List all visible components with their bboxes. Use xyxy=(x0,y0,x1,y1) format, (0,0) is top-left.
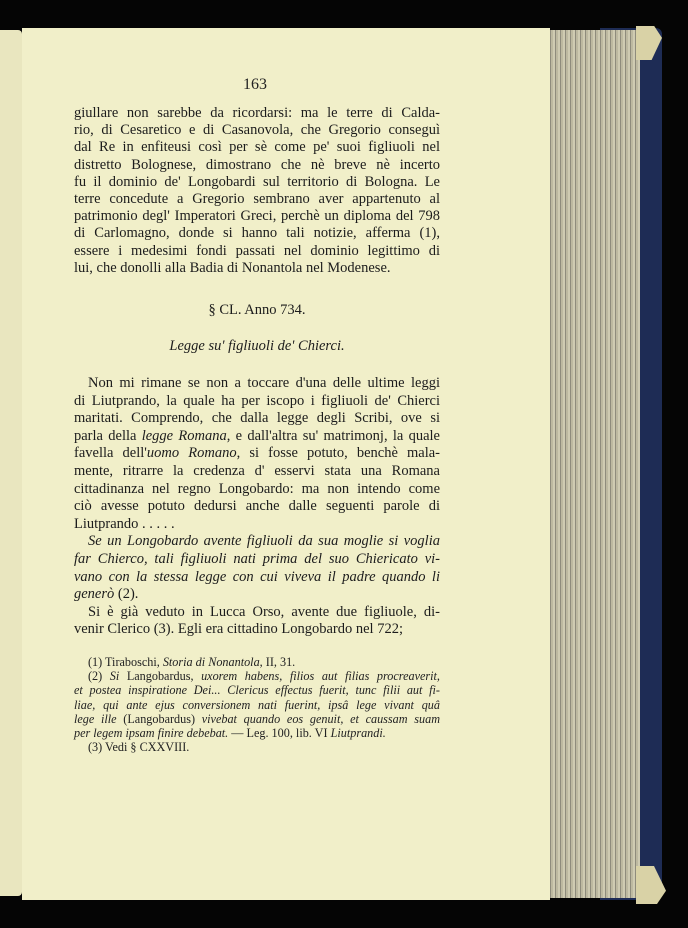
text-line xyxy=(88,656,440,669)
text-line xyxy=(74,410,440,426)
text: favella dell' xyxy=(74,445,147,462)
text: rio, di Cesaretico e di Casanovola, che Gregorio conseguì xyxy=(74,122,440,139)
text-line xyxy=(74,225,440,241)
text-line xyxy=(74,122,440,138)
text: di Carlomagno, donde si hanno tali notizie, afferma (1), xyxy=(74,225,440,242)
text-line xyxy=(74,586,440,602)
text-line xyxy=(74,463,440,479)
page-edges xyxy=(548,30,640,898)
text-line xyxy=(88,741,440,754)
text: di Liutprando, la quale ha per iscopo i figliuoli de' Chierci xyxy=(74,392,440,409)
italic-text: Storia di Nonantola, xyxy=(162,655,263,669)
text-line xyxy=(88,533,440,549)
text-line xyxy=(88,670,440,683)
text-line xyxy=(74,243,440,259)
section-heading: § CL. Anno 734. xyxy=(208,302,306,318)
text: patrimonio degl' Imperatori Greci, perchè un diploma del 798 xyxy=(74,208,440,225)
text: lui, che donolli alla Badia di Nonantola nel Modenese. xyxy=(74,259,391,276)
text-line xyxy=(74,516,440,532)
text: (1) Tiraboschi, xyxy=(88,655,163,669)
text-line xyxy=(74,551,440,567)
text: (2). xyxy=(114,586,139,603)
italic-text: Liutprandi. xyxy=(330,726,386,740)
text: venir Clerico (3). Egli era cittadino Longobardo nel 722; xyxy=(74,621,403,638)
text: , e dall'altra su' matrimonj, la quale xyxy=(226,427,440,444)
text-line xyxy=(74,445,440,461)
text-line xyxy=(74,498,440,514)
text: Langobardus, xyxy=(119,669,202,684)
italic-text: et postea inspiratione Dei... Clericus effectus fuerit, tunc filii aut fi- xyxy=(74,683,440,698)
text: (3) Vedi § CXXVIII. xyxy=(88,740,190,755)
text: (2) xyxy=(88,669,110,684)
text: cittadinanza nel regno Longobardo: ma non intendo come xyxy=(74,480,440,497)
facing-page-edge xyxy=(0,30,22,896)
italic-text: uomo Romano xyxy=(146,445,237,462)
italic-text: per legem ipsam finire debebat. xyxy=(74,726,229,740)
italic-text: lege ille xyxy=(74,711,117,726)
text: Non mi rimane se non a toccare d'una delle ultime leggi xyxy=(88,375,440,391)
text: parla della xyxy=(74,427,142,444)
text-line xyxy=(74,260,440,276)
text-line xyxy=(74,481,440,497)
text: fu il dominio de' Longobardi sul territorio di Bologna. Le xyxy=(74,173,440,190)
text-line xyxy=(74,428,440,444)
italic-text: far Chierco, tali figliuoli nati prima del suo Chiericato vi- xyxy=(74,551,440,567)
text-line xyxy=(74,208,440,224)
text: mente, ritrarre la credenza d' esservi stata una Romana xyxy=(74,463,440,479)
text: dal Re in enfiteusi così per sè come pe' suoi figliuoli nel xyxy=(74,139,440,156)
text-line xyxy=(88,604,440,620)
text: terre concedute a Gregorio sembrano aver appartenuto al xyxy=(74,191,440,207)
text: essere i medesimi fondi passati nel dominio legittimo di xyxy=(74,242,440,259)
italic-text: generò xyxy=(74,586,115,603)
italic-text: vano con la stessa legge con cui viveva il padre quando li xyxy=(74,568,440,585)
text-line xyxy=(74,157,440,173)
text-line xyxy=(74,713,440,726)
text-line xyxy=(88,375,440,391)
text: , si fosse potuto, benchè mala- xyxy=(236,445,440,462)
text-line xyxy=(74,191,440,207)
book-page xyxy=(22,28,550,900)
text-line xyxy=(74,727,440,740)
italic-text: Si xyxy=(109,669,120,684)
italic-text: legge Romana xyxy=(141,427,227,444)
italic-text: vivebat quando eos genuit, et caussam suam xyxy=(201,711,441,726)
text: giullare non sarebbe da ricordarsi: ma le terre di Calda- xyxy=(74,105,440,121)
text: (Langobardus) xyxy=(116,711,202,726)
text: — Leg. 100, lib. VI xyxy=(228,726,331,740)
text: Si è già veduto in Lucca Orso, avente due figliuole, di- xyxy=(88,603,440,620)
text-line xyxy=(74,139,440,155)
page-number: 163 xyxy=(243,76,267,93)
text-line xyxy=(74,684,440,697)
italic-text: liae, qui ante ejus conversionem nati fuerint, ipsâ lege vivant quâ xyxy=(74,697,440,712)
text: ciò avesse potuto dedursi anche dalle seguenti parole di xyxy=(74,498,440,515)
text: II, 31. xyxy=(262,655,296,669)
text: maritati. Comprendo, che dalla legge degli Scribi, ove si xyxy=(74,410,440,427)
section-subtitle: Legge su' figliuoli de' Chierci. xyxy=(169,338,345,354)
text-line xyxy=(74,699,440,712)
italic-text: Se un Longobardo avente figliuoli da sua moglie si voglia xyxy=(88,533,440,550)
text-line xyxy=(74,174,440,190)
text: distretto Bolognese, dimostrano che nè breve nè incerto xyxy=(74,156,440,173)
text-line xyxy=(74,105,440,121)
text: Liutprando . . . . . xyxy=(74,515,175,532)
text-line xyxy=(74,393,440,409)
italic-text: uxorem habens, filios aut filias procreaverit, xyxy=(201,669,440,684)
text-line xyxy=(74,621,440,637)
text-line xyxy=(74,569,440,585)
